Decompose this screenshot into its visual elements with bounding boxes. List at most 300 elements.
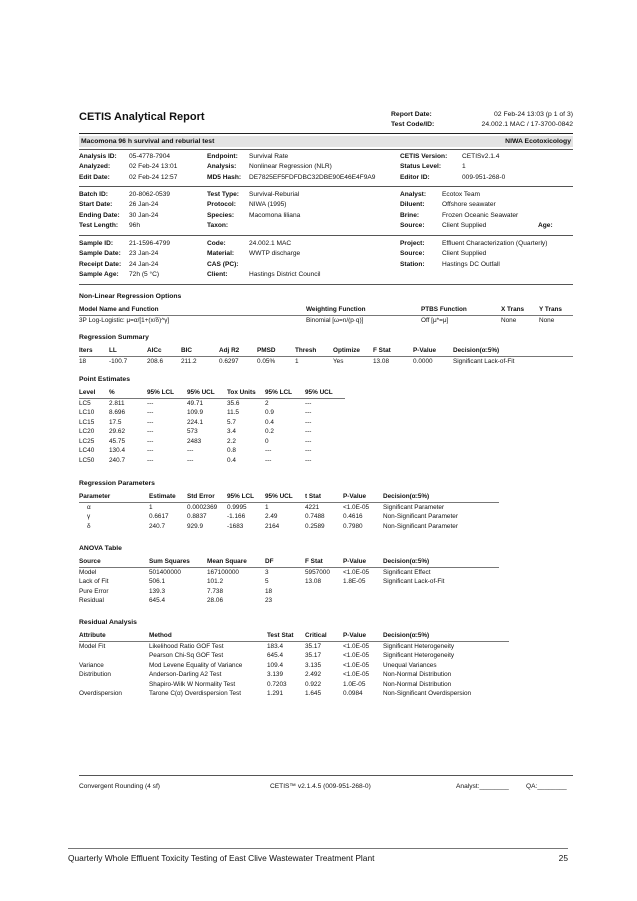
table-cell: --- — [265, 456, 272, 464]
table-cell: --- — [147, 447, 154, 454]
info-value: 21-1596-4799 — [129, 240, 171, 247]
table-cell: Yes — [333, 357, 344, 365]
info-label: Batch ID: — [79, 191, 108, 198]
column-header: P-Value — [343, 557, 383, 567]
info-value: WWTP discharge — [249, 250, 301, 258]
table-cell: 28.06 — [207, 597, 223, 604]
header-row — [79, 305, 573, 315]
table-cell: 29.62 — [109, 428, 125, 435]
test-type-info — [207, 190, 300, 232]
table-cell: Mod Levene Equality of Variance — [149, 661, 243, 669]
table-cell: --- — [305, 447, 312, 454]
anova-title: ANOVA Table — [79, 545, 122, 552]
column-header: Y Trans — [539, 305, 573, 315]
table-cell: 501400000 — [149, 568, 181, 576]
table-cell: Binomial [ω=n/(p·q)] — [306, 316, 364, 324]
info-value: DE7825EF5FDFDBC32DBE90E46E4F9A9 — [249, 173, 376, 181]
divider — [79, 235, 573, 236]
project-info — [400, 239, 547, 270]
column-header: Estimate — [149, 492, 187, 502]
table-cell: --- — [305, 399, 312, 407]
info-label: Project: — [400, 240, 425, 247]
info-value: 72h (5 °C) — [129, 271, 160, 279]
info-value: Client Supplied — [442, 250, 487, 258]
table-cell: 2 — [265, 399, 269, 407]
column-header: 95% LCL — [227, 492, 265, 502]
info-row — [79, 239, 170, 249]
column-header: F Stat — [305, 557, 343, 567]
info-row — [207, 221, 300, 231]
table-cell: Unequal Variances — [383, 661, 437, 669]
info-label: Sample Date: — [79, 250, 121, 258]
table-cell: <1.0E-05 — [343, 503, 370, 511]
column-header: AICc — [147, 346, 181, 356]
info-value: 1 — [462, 163, 466, 171]
table-cell: 2.811 — [109, 399, 125, 407]
divider — [79, 284, 573, 285]
info-value: Survival Rate — [249, 153, 289, 160]
table-cell: Pure Error — [79, 587, 109, 595]
table-cell: α — [87, 503, 91, 511]
table-cell: 0.4 — [227, 456, 236, 464]
table-cell: 0.6617 — [149, 513, 169, 520]
column-header: Sum Squares — [149, 557, 207, 567]
table-cell: 109.9 — [187, 409, 203, 416]
column-header: Test Stat — [267, 631, 305, 641]
info-value: Effluent Characterization (Quarterly) — [442, 240, 548, 247]
divider — [79, 186, 573, 187]
table-cell: 3 — [265, 568, 269, 576]
table-row — [79, 577, 499, 587]
table-cell: 17.5 — [109, 418, 122, 426]
info-row — [207, 211, 300, 221]
info-value: Nonlinear Regression (NLR) — [249, 163, 332, 171]
table-cell: 2.492 — [305, 671, 321, 678]
table-cell: <1.0E-05 — [343, 568, 370, 576]
table-cell: None — [539, 316, 555, 324]
info-row — [79, 200, 170, 210]
column-header: 95% LCL — [147, 388, 187, 398]
table-cell: 13.08 — [373, 357, 389, 365]
table-row — [79, 661, 509, 671]
column-header: X Trans — [501, 305, 539, 315]
table-cell: 645.4 — [149, 597, 165, 604]
table-cell — [343, 587, 383, 597]
info-label: Taxon: — [207, 222, 229, 230]
column-header: PTBS Function — [421, 305, 501, 315]
info-row — [400, 221, 518, 231]
column-header: % — [109, 388, 147, 398]
info-label: Status Level: — [400, 163, 442, 171]
table-row — [79, 427, 345, 437]
column-header: BIC — [181, 346, 219, 356]
table-row — [79, 356, 573, 366]
material-info — [207, 239, 320, 281]
info-label: Analyst: — [400, 191, 427, 198]
table-cell: 35.17 — [305, 652, 321, 659]
info-value: 009-951-268-0 — [462, 173, 506, 181]
table-cell: 5.7 — [227, 418, 236, 426]
report-title: CETIS Analytical Report — [79, 111, 205, 123]
regsum-title: Regression Summary — [79, 334, 149, 341]
header-row — [79, 631, 509, 641]
table-cell: 1.291 — [267, 690, 283, 697]
table-row — [79, 522, 499, 532]
column-header: 95% UCL — [305, 388, 345, 398]
table-cell: 1 — [295, 357, 299, 365]
table-cell: --- — [147, 456, 154, 464]
table-cell: 645.4 — [267, 652, 283, 659]
regression-summary-table — [79, 346, 573, 366]
table-row — [79, 587, 499, 597]
table-cell: 0.2589 — [305, 522, 325, 530]
column-header: Adj R2 — [219, 346, 257, 356]
table-cell: --- — [147, 418, 154, 426]
column-header: Tox Units — [227, 388, 265, 398]
table-cell: 240.7 — [149, 522, 165, 530]
info-row — [207, 162, 375, 172]
table-cell: 929.9 — [187, 522, 203, 530]
column-header: P-Value — [343, 492, 383, 502]
column-header: F Stat — [373, 346, 413, 356]
info-row — [79, 162, 177, 172]
info-label: Station: — [400, 260, 425, 268]
info-row — [400, 200, 518, 210]
column-header: 95% UCL — [187, 388, 227, 398]
table-cell: 2164 — [265, 522, 280, 530]
info-value: 26 Jan-24 — [129, 201, 159, 209]
page-rule — [68, 848, 568, 849]
report-header-info: Report Date: 02 Feb-24 13:03 (p 1 of 3) Test Code/ID: 24.002.1 MAC / 17-3700-0842 — [391, 111, 573, 128]
column-header: Optimize — [333, 346, 373, 356]
info-row — [207, 152, 375, 162]
table-cell: 5957000 — [305, 568, 330, 576]
table-cell: γ — [87, 513, 91, 520]
table-cell: 0.0000 — [413, 357, 433, 365]
table-cell: 4221 — [305, 503, 320, 511]
table-cell: 18 — [79, 357, 87, 365]
table-cell: --- — [305, 428, 312, 435]
table-cell: 211.2 — [181, 357, 197, 365]
table-row — [79, 315, 573, 325]
table-cell: Non-Significant Overdispersion — [383, 690, 472, 697]
info-row — [79, 173, 177, 183]
batch-info — [79, 190, 170, 232]
points-title: Point Estimates — [79, 376, 130, 383]
info-label: Material: — [207, 250, 235, 258]
document-footer — [68, 853, 568, 863]
table-cell: 3P Log-Logistic: μ=α/[1+(x/δ)^γ] — [79, 316, 170, 324]
table-cell: LC5 — [79, 399, 91, 407]
table-row — [79, 437, 345, 447]
age-label: Age: — [538, 222, 553, 229]
info-row — [400, 249, 547, 259]
table-cell: LC40 — [79, 447, 95, 454]
header-row — [79, 388, 345, 398]
info-label: Sample ID: — [79, 240, 114, 247]
table-cell: Lack of Fit — [79, 578, 109, 585]
table-cell: --- — [187, 456, 194, 464]
info-label: Sample Age: — [79, 271, 119, 279]
info-row — [207, 270, 320, 280]
table-cell: 0.8837 — [187, 513, 207, 520]
table-cell: Significant Heterogeneity — [383, 652, 455, 659]
table-cell: None — [501, 316, 517, 324]
table-cell: LC20 — [79, 428, 95, 435]
info-value: 23 Jan-24 — [129, 250, 159, 258]
column-header: PMSD — [257, 346, 295, 356]
table-cell: Off [μ*=μ] — [421, 316, 449, 324]
nlr-title: Non-Linear Regression Options — [79, 293, 182, 300]
info-label: Client: — [207, 271, 228, 279]
table-cell: 240.7 — [109, 456, 125, 464]
column-header: LL — [109, 346, 147, 356]
info-value: 05-4778-7904 — [129, 153, 171, 160]
info-row — [79, 270, 170, 280]
table-cell: --- — [305, 437, 312, 445]
info-label: Analysis ID: — [79, 153, 117, 160]
table-cell: LC10 — [79, 409, 95, 416]
info-value: NIWA (1995) — [249, 201, 287, 209]
footer-title: Quarterly Whole Effluent Toxicity Testing of East Clive Wastewater Treatment Plant — [68, 853, 375, 863]
table-cell: 45.75 — [109, 437, 125, 445]
table-cell: --- — [147, 428, 154, 435]
table-cell: 8.696 — [109, 409, 125, 416]
column-header: Decision(α:5%) — [383, 492, 499, 502]
table-row — [79, 641, 509, 651]
table-cell: Likelihood Ratio GOF Test — [149, 642, 224, 650]
column-header: Std Error — [187, 492, 227, 502]
info-label: Species: — [207, 211, 235, 219]
column-header: P-Value — [413, 346, 453, 356]
table-cell: 0.0984 — [343, 690, 363, 697]
column-header: DF — [265, 557, 305, 567]
table-cell: 1.8E-05 — [343, 578, 366, 585]
table-row — [79, 456, 345, 466]
table-cell: --- — [147, 437, 154, 445]
info-row — [207, 260, 320, 270]
info-label: Start Date: — [79, 201, 113, 209]
column-header: Thresh — [295, 346, 333, 356]
table-cell: 0.4 — [265, 418, 274, 426]
table-cell: Non-Significant Parameter — [383, 522, 458, 530]
table-cell: 0.922 — [305, 680, 321, 688]
column-header: Attribute — [79, 631, 149, 641]
table-row — [79, 408, 345, 418]
table-cell: 49.71 — [187, 399, 203, 407]
column-header: Mean Square — [207, 557, 265, 567]
table-row — [79, 418, 345, 428]
column-header: P-Value — [343, 631, 383, 641]
column-header: Decision(α:5%) — [383, 631, 509, 641]
header-row — [79, 346, 573, 356]
table-cell: Significant Lack-of-Fit — [383, 578, 445, 585]
table-cell — [79, 680, 149, 690]
info-value: 24.002.1 MAC — [249, 240, 292, 247]
column-header: Iters — [79, 346, 109, 356]
table-row — [79, 670, 509, 680]
test-band: Macomona 96 h survival and reburial test NIWA Ecotoxicology — [81, 138, 571, 145]
info-label: Source: — [400, 250, 425, 258]
column-header: Critical — [305, 631, 343, 641]
info-row — [207, 249, 320, 259]
table-cell: Non-Significant Parameter — [383, 513, 458, 520]
info-row — [400, 162, 505, 172]
table-cell: 130.4 — [109, 447, 125, 454]
table-cell — [305, 596, 343, 606]
info-value: Macomona liliana — [249, 211, 301, 219]
info-label: Endpoint: — [207, 153, 238, 160]
info-value: 96h — [129, 222, 141, 230]
info-label: Analysis: — [207, 163, 237, 171]
table-cell: 1.0E-05 — [343, 680, 366, 688]
column-header: Weighting Function — [306, 305, 421, 315]
table-cell: --- — [305, 409, 312, 416]
divider — [79, 149, 573, 150]
table-row — [79, 689, 509, 699]
table-cell: --- — [265, 447, 272, 454]
table-cell: 35.17 — [305, 642, 321, 650]
table-cell: Tarone C(α) Overdispersion Test — [149, 690, 242, 697]
info-label: CETIS Version: — [400, 153, 448, 160]
table-cell: Distribution — [79, 671, 111, 678]
table-cell: LC50 — [79, 456, 95, 464]
info-label: Brine: — [400, 211, 420, 219]
table-cell: Residual — [79, 597, 104, 604]
info-label: Code: — [207, 240, 226, 247]
table-cell: 109.4 — [267, 661, 283, 669]
column-header: 95% UCL — [265, 492, 305, 502]
info-label: Editor ID: — [400, 173, 430, 181]
table-cell: 3.139 — [267, 671, 283, 678]
residual-analysis-table — [79, 631, 509, 699]
nlr-table — [79, 305, 573, 325]
column-header: Decision(α:5%) — [453, 346, 573, 356]
table-cell: --- — [147, 409, 154, 416]
table-cell: 1.645 — [305, 690, 321, 697]
table-cell: -1683 — [227, 522, 244, 530]
divider — [79, 133, 573, 134]
info-label: Diluent: — [400, 201, 425, 209]
info-value: 02 Feb-24 12:57 — [129, 173, 178, 181]
info-value: Hastings DC Outfall — [442, 260, 500, 268]
column-header: Level — [79, 388, 109, 398]
table-cell: 506.1 — [149, 578, 165, 585]
table-cell: 2.49 — [265, 513, 278, 520]
header-row — [79, 492, 499, 502]
info-value: Offshore seawater — [442, 201, 496, 209]
table-cell: 1 — [265, 503, 269, 511]
info-value: Frozen Oceanic Seawater — [442, 211, 519, 219]
info-row — [207, 200, 300, 210]
info-label: Analyzed: — [79, 163, 111, 171]
table-cell: -100.7 — [109, 357, 128, 365]
info-row — [400, 260, 547, 270]
table-cell: 35.6 — [227, 399, 240, 407]
table-cell: --- — [305, 456, 312, 464]
table-cell: 224.1 — [187, 418, 203, 426]
header-row — [79, 557, 499, 567]
info-row — [207, 190, 300, 200]
info-label: Test Type: — [207, 191, 239, 198]
info-label: Source: — [400, 222, 425, 230]
table-cell: Variance — [79, 661, 104, 669]
table-cell — [343, 596, 383, 606]
table-cell: 0.4616 — [343, 513, 363, 520]
table-cell: 0.2 — [265, 428, 274, 435]
info-label: Protocol: — [207, 201, 236, 209]
table-cell: 0.8 — [227, 447, 236, 454]
table-cell: 5 — [265, 578, 269, 585]
table-cell: Significant Heterogeneity — [383, 642, 455, 650]
table-cell: Model Fit — [79, 642, 106, 650]
table-cell: Significant Lack-of-Fit — [453, 357, 515, 365]
info-label: Edit Date: — [79, 173, 110, 181]
table-cell: 23 — [265, 597, 273, 604]
table-cell: Significant Effect — [383, 568, 431, 576]
info-value: 24 Jan-24 — [129, 260, 159, 268]
table-cell — [383, 596, 499, 606]
info-row — [79, 211, 170, 221]
table-cell: 208.6 — [147, 357, 163, 365]
info-row — [400, 239, 547, 249]
info-row — [207, 239, 320, 249]
info-row — [400, 173, 505, 183]
table-cell: 13.08 — [305, 578, 321, 585]
table-cell: 1 — [149, 503, 153, 511]
table-cell: 3.135 — [305, 661, 321, 669]
info-row — [79, 152, 177, 162]
info-value: Ecotox Team — [442, 191, 480, 198]
table-cell: 7.738 — [207, 587, 223, 595]
sample-info — [79, 239, 170, 281]
info-label: MD5 Hash: — [207, 173, 242, 181]
table-cell — [79, 651, 149, 661]
table-cell: <1.0E-05 — [343, 661, 370, 669]
endpoint-info — [207, 152, 375, 183]
table-cell: 18 — [265, 587, 273, 595]
table-cell: δ — [87, 522, 91, 530]
table-cell: 0 — [265, 437, 269, 445]
table-cell: <1.0E-05 — [343, 652, 370, 659]
table-cell: 573 — [187, 428, 198, 435]
table-row — [79, 567, 499, 577]
point-estimates-table — [79, 388, 345, 465]
table-cell: 0.9995 — [227, 503, 247, 511]
page-number: 25 — [558, 853, 568, 863]
table-row — [79, 502, 499, 512]
table-cell: -1.166 — [227, 513, 246, 520]
table-cell — [383, 587, 499, 597]
table-row — [79, 596, 499, 606]
info-label: Ending Date: — [79, 211, 120, 219]
table-row — [79, 680, 509, 690]
table-cell — [305, 587, 343, 597]
table-cell: 0.6297 — [219, 357, 239, 365]
table-cell: 183.4 — [267, 642, 283, 650]
info-row — [400, 211, 518, 221]
table-cell: Non-Normal Distribution — [383, 680, 452, 688]
info-label: Test Length: — [79, 222, 119, 230]
table-cell: Significant Parameter — [383, 503, 445, 511]
column-header: 95% LCL — [265, 388, 305, 398]
info-row — [79, 190, 170, 200]
info-label: CAS (PC): — [207, 260, 239, 268]
table-cell: 0.9 — [265, 409, 274, 416]
analyst-info — [400, 190, 518, 232]
table-row — [79, 512, 499, 522]
table-cell: --- — [305, 418, 312, 426]
